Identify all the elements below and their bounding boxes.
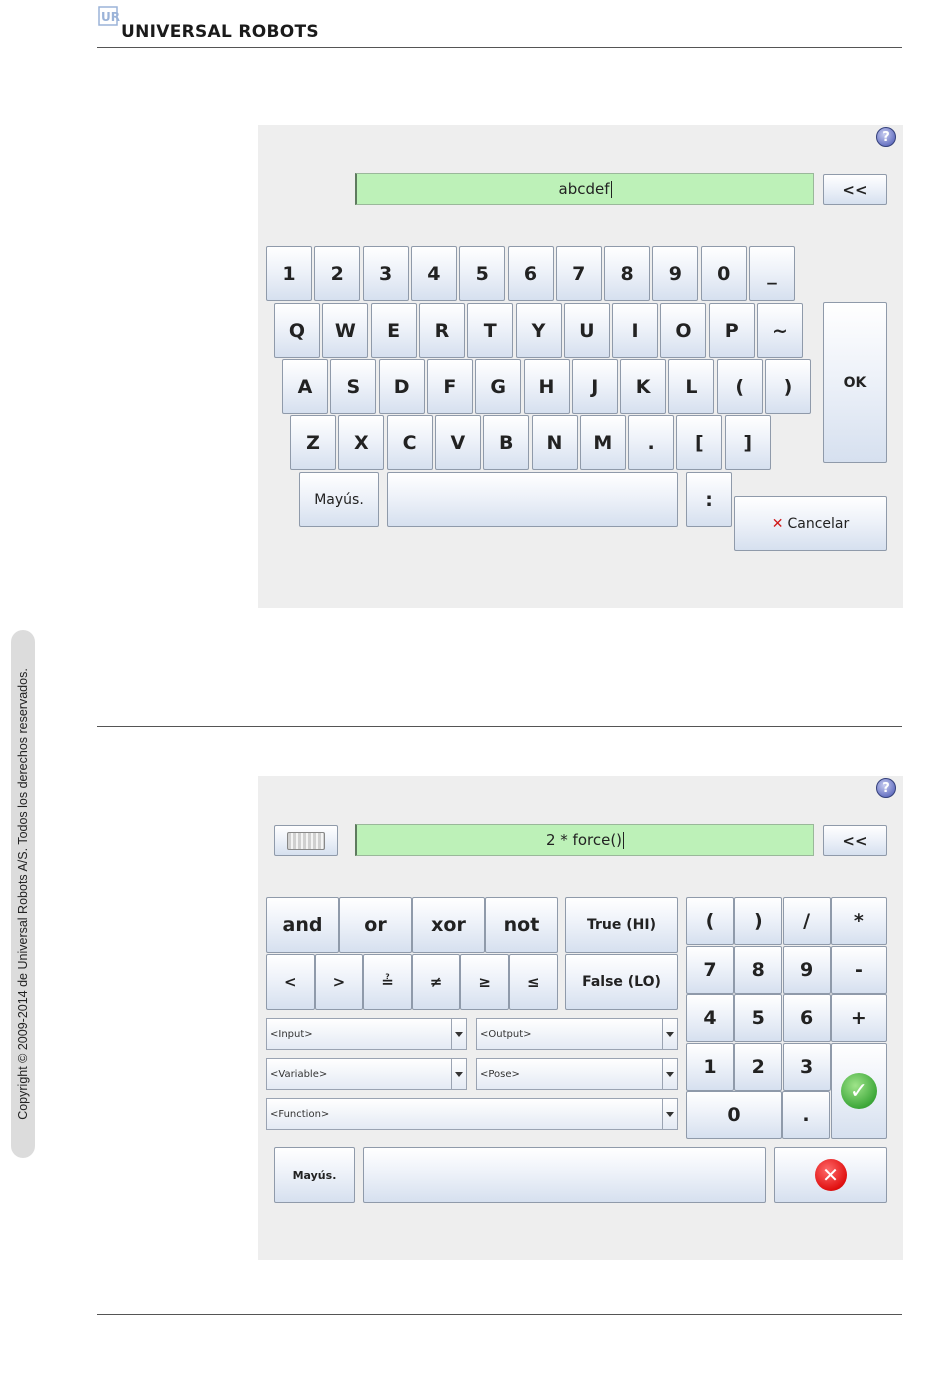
cancel-button[interactable] bbox=[774, 1147, 887, 1203]
ok-button[interactable]: OK bbox=[823, 302, 887, 463]
numpad-key-row2-2[interactable]: 9 bbox=[783, 946, 831, 994]
numpad-key-row3-3[interactable]: + bbox=[831, 994, 887, 1042]
key-row4-3[interactable]: V bbox=[435, 415, 481, 470]
key-row1-3[interactable]: 4 bbox=[411, 246, 457, 301]
key-row2-5[interactable]: Y bbox=[516, 303, 562, 358]
expression-field[interactable] bbox=[355, 824, 814, 856]
key-row1-1[interactable]: 2 bbox=[314, 246, 360, 301]
numpad-key-row2-1[interactable]: 8 bbox=[734, 946, 782, 994]
shift-button[interactable]: Mayús. bbox=[274, 1147, 355, 1203]
key-row3-9[interactable]: ( bbox=[717, 359, 763, 414]
numpad-key-row1-0[interactable]: ( bbox=[686, 897, 734, 945]
key-row2-10[interactable]: ~ bbox=[757, 303, 803, 358]
copyright-text: Copyright © 2009-2014 de Universal Robots A/S. Todos los derechos reservados. bbox=[16, 668, 30, 1120]
numpad-key-dot[interactable]: . bbox=[782, 1091, 830, 1139]
cancel-x-icon: ✕ bbox=[771, 515, 784, 532]
compare-key-5[interactable]: ≤ bbox=[509, 954, 558, 1010]
numpad-key-row1-2[interactable]: / bbox=[783, 897, 831, 945]
key-row2-3[interactable]: R bbox=[419, 303, 465, 358]
input-dropdown[interactable]: <Input> bbox=[266, 1018, 467, 1050]
space-bar[interactable] bbox=[363, 1147, 766, 1203]
expression-panel bbox=[258, 776, 903, 1260]
ur-logo-icon bbox=[98, 6, 118, 26]
variable-dropdown[interactable]: <Variable> bbox=[266, 1058, 467, 1090]
svg-text:UR: UR bbox=[101, 10, 120, 24]
header-rule bbox=[97, 47, 902, 48]
shift-button[interactable]: Mayús. bbox=[299, 472, 379, 527]
key-row4-4[interactable]: B bbox=[483, 415, 529, 470]
key-row3-1[interactable]: S bbox=[330, 359, 376, 414]
side-copyright-tab bbox=[11, 630, 35, 1158]
logic-or-button[interactable]: or bbox=[339, 897, 412, 953]
key-row2-1[interactable]: W bbox=[322, 303, 368, 358]
logic-and-button[interactable]: and bbox=[266, 897, 339, 953]
key-row3-4[interactable]: G bbox=[475, 359, 521, 414]
help-icon[interactable]: ? bbox=[876, 127, 896, 147]
confirm-button[interactable] bbox=[831, 1043, 887, 1139]
compare-key-2[interactable]: ≟ bbox=[363, 954, 412, 1010]
key-row1-0[interactable]: 1 bbox=[266, 246, 312, 301]
key-row3-6[interactable]: J bbox=[572, 359, 618, 414]
compare-key-4[interactable]: ≥ bbox=[460, 954, 509, 1010]
text-field-value: abcdef bbox=[558, 180, 610, 198]
key-row2-6[interactable]: U bbox=[564, 303, 610, 358]
backspace-button[interactable]: << bbox=[823, 825, 887, 856]
numpad-key-row4-0[interactable]: 1 bbox=[686, 1043, 734, 1091]
key-row3-2[interactable]: D bbox=[379, 359, 425, 414]
numpad-key-row1-3[interactable]: * bbox=[831, 897, 887, 945]
expression-field-value: 2 * force() bbox=[545, 831, 623, 849]
cancel-button[interactable] bbox=[734, 496, 887, 551]
numpad-key-0[interactable]: 0 bbox=[686, 1091, 782, 1139]
key-colon[interactable]: : bbox=[686, 472, 732, 527]
space-bar[interactable] bbox=[387, 472, 678, 527]
key-row4-7[interactable]: . bbox=[628, 415, 674, 470]
check-icon: ✓ bbox=[841, 1073, 877, 1109]
key-row4-8[interactable]: [ bbox=[676, 415, 722, 470]
pose-dropdown[interactable]: <Pose> bbox=[476, 1058, 678, 1090]
keyboard-toggle-button[interactable] bbox=[274, 825, 338, 856]
key-row3-3[interactable]: F bbox=[427, 359, 473, 414]
compare-key-3[interactable]: ≠ bbox=[412, 954, 461, 1010]
numpad-key-row3-1[interactable]: 5 bbox=[734, 994, 782, 1042]
footer-rule bbox=[97, 1314, 902, 1315]
compare-key-1[interactable]: > bbox=[315, 954, 364, 1010]
keyboard-panel bbox=[258, 125, 903, 608]
text-field[interactable] bbox=[355, 173, 814, 205]
logic-not-button[interactable]: not bbox=[485, 897, 558, 953]
key-row3-10[interactable]: ) bbox=[765, 359, 811, 414]
key-row2-4[interactable]: T bbox=[467, 303, 513, 358]
chevron-down-icon bbox=[662, 1099, 677, 1129]
key-row1-2[interactable]: 3 bbox=[363, 246, 409, 301]
key-row1-5[interactable]: 6 bbox=[508, 246, 554, 301]
logic-xor-button[interactable]: xor bbox=[412, 897, 485, 953]
cancel-x-icon: ✕ bbox=[815, 1159, 847, 1191]
numpad-key-row2-3[interactable]: - bbox=[831, 946, 887, 994]
key-row4-6[interactable]: M bbox=[580, 415, 626, 470]
function-dropdown[interactable]: <Function> bbox=[266, 1098, 678, 1130]
key-row1-10[interactable]: _ bbox=[749, 246, 795, 301]
numpad-key-row4-1[interactable]: 2 bbox=[734, 1043, 782, 1091]
key-row1-8[interactable]: 9 bbox=[652, 246, 698, 301]
section-rule bbox=[97, 726, 902, 727]
key-row4-1[interactable]: X bbox=[338, 415, 384, 470]
key-row4-9[interactable]: ] bbox=[725, 415, 771, 470]
key-row3-5[interactable]: H bbox=[524, 359, 570, 414]
key-row3-8[interactable]: L bbox=[668, 359, 714, 414]
key-row2-0[interactable]: Q bbox=[274, 303, 320, 358]
cancel-label: Cancelar bbox=[787, 515, 850, 532]
numpad-key-row2-0[interactable]: 7 bbox=[686, 946, 734, 994]
key-row1-9[interactable]: 0 bbox=[701, 246, 747, 301]
chevron-down-icon bbox=[662, 1019, 677, 1049]
key-row1-7[interactable]: 8 bbox=[604, 246, 650, 301]
key-row4-2[interactable]: C bbox=[387, 415, 433, 470]
true-button[interactable]: True (HI) bbox=[565, 897, 678, 953]
key-row2-2[interactable]: E bbox=[371, 303, 417, 358]
logo-text: UNIVERSAL ROBOTS bbox=[121, 22, 319, 42]
numpad-key-row4-2[interactable]: 3 bbox=[783, 1043, 831, 1091]
backspace-button[interactable]: << bbox=[823, 174, 887, 205]
key-row1-6[interactable]: 7 bbox=[556, 246, 602, 301]
key-row2-9[interactable]: P bbox=[709, 303, 755, 358]
chevron-down-icon bbox=[451, 1059, 466, 1089]
numpad-key-row3-0[interactable]: 4 bbox=[686, 994, 734, 1042]
key-row4-0[interactable]: Z bbox=[290, 415, 336, 470]
key-row1-4[interactable]: 5 bbox=[459, 246, 505, 301]
numpad-key-row1-1[interactable]: ) bbox=[734, 897, 782, 945]
output-dropdown[interactable]: <Output> bbox=[476, 1018, 678, 1050]
key-row2-8[interactable]: O bbox=[660, 303, 706, 358]
keyboard-icon bbox=[287, 832, 325, 850]
numpad-key-row3-2[interactable]: 6 bbox=[783, 994, 831, 1042]
key-row3-7[interactable]: K bbox=[620, 359, 666, 414]
help-icon[interactable]: ? bbox=[876, 778, 896, 798]
key-row3-0[interactable]: A bbox=[282, 359, 328, 414]
false-button[interactable]: False (LO) bbox=[565, 954, 678, 1010]
chevron-down-icon bbox=[662, 1059, 677, 1089]
chevron-down-icon bbox=[451, 1019, 466, 1049]
compare-key-0[interactable]: < bbox=[266, 954, 315, 1010]
key-row4-5[interactable]: N bbox=[532, 415, 578, 470]
key-row2-7[interactable]: I bbox=[612, 303, 658, 358]
